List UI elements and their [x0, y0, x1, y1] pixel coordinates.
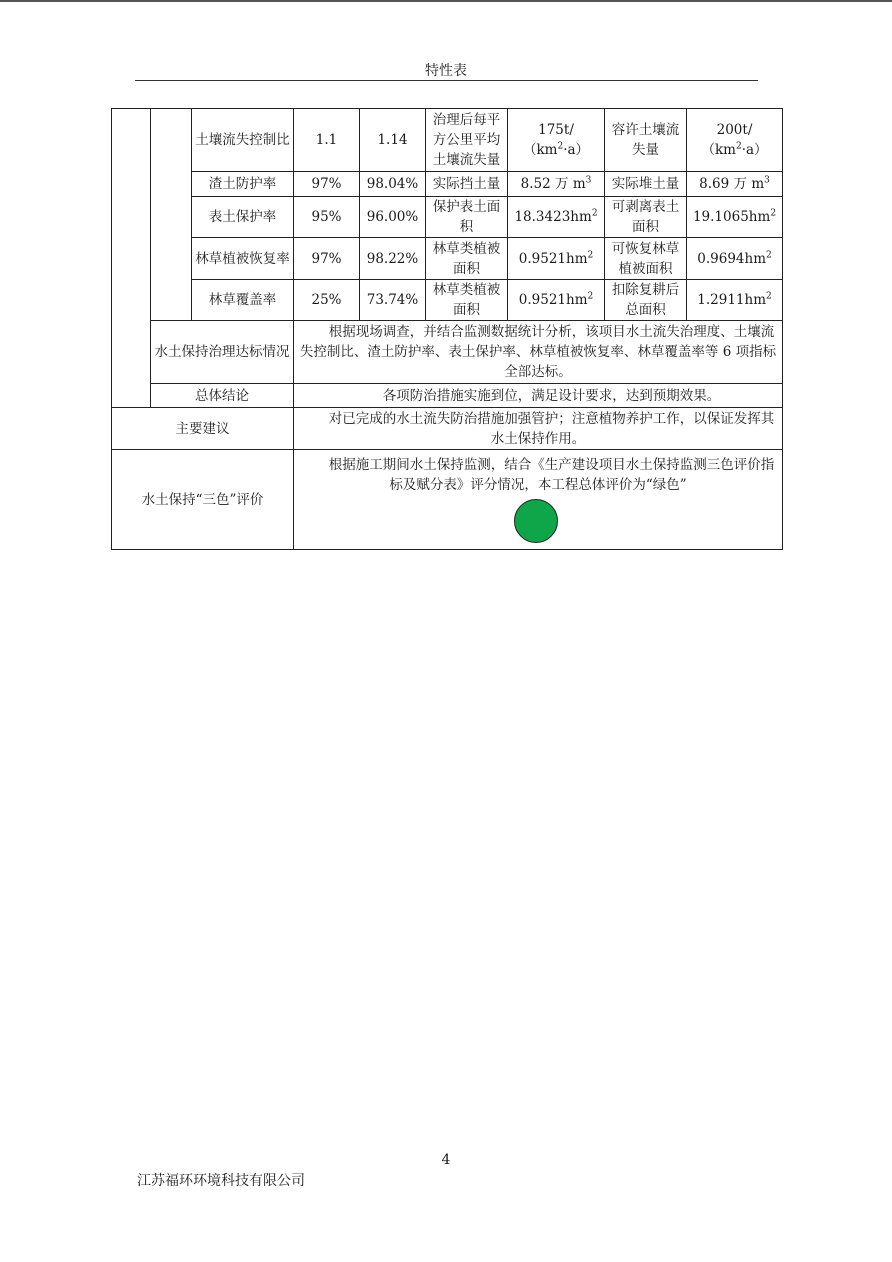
basis2-value: 8.69 万 $m^3$	[687, 172, 783, 197]
suggestion-label: 主要建议	[112, 408, 294, 450]
indicator-name: 土壤流失控制比	[192, 109, 294, 172]
table-row	[112, 384, 783, 408]
basis2-label: 实际堆土量	[605, 172, 687, 197]
conclusion-text: 各项防治措施实施到位，满足设计要求，达到预期效果。	[294, 384, 783, 408]
indicator-target: 95%	[294, 197, 360, 238]
basis2-value: $1.2911hm^2$	[687, 280, 783, 321]
table-row	[112, 321, 783, 384]
table-row	[112, 450, 783, 550]
basis2-value: $200t/(km^2\cdot a)$	[687, 109, 783, 172]
table-row	[112, 109, 783, 172]
basis2-value: $19.1065hm^2$	[687, 197, 783, 238]
table-row	[112, 172, 783, 197]
green-rating-lamp	[514, 499, 558, 543]
indicator-target: 97%	[294, 238, 360, 280]
basis2-value: $0.9694hm^2$	[687, 238, 783, 280]
basis2-label: 可恢复林草植被面积	[605, 238, 687, 280]
basis1-label: 治理后每平方公里平均土壤流失量	[426, 109, 508, 172]
basis1-value: $0.9521hm^2$	[508, 280, 605, 321]
indicator-actual: 96.00%	[360, 197, 426, 238]
basis2-label: 容许土壤流失量	[605, 109, 687, 172]
indicator-target: 25%	[294, 280, 360, 321]
indicator-actual: 1.14	[360, 109, 426, 172]
header-rule	[135, 80, 758, 81]
attainment-text: 根据现场调查，并结合监测数据统计分析，该项目水土流失治理度、土壤流失控制比、渣土防护率、表土保护率、林草植被恢复率、林草覆盖率等 6 项指标全部达标。	[294, 321, 783, 384]
suggestion-text: 对已完成的水土流失防治措施加强管护；注意植物养护工作，以保证发挥其水土保持作用。	[294, 408, 783, 450]
indicator-target: 1.1	[294, 109, 360, 172]
conclusion-label: 总体结论	[151, 384, 294, 408]
evaluation-cell	[294, 450, 783, 550]
page-number: 4	[441, 1152, 451, 1168]
table-row	[112, 238, 783, 280]
indicator-name: 表土保护率	[192, 197, 294, 238]
top-border-line	[0, 0, 892, 2]
indicator-target: 97%	[294, 172, 360, 197]
indicator-name: 渣土防护率	[192, 172, 294, 197]
indicator-name: 林草覆盖率	[192, 280, 294, 321]
basis1-label: 林草类植被面积	[426, 280, 508, 321]
basis1-value: $0.9521hm^2$	[508, 238, 605, 280]
indicator-name: 林草植被恢复率	[192, 238, 294, 280]
evaluation-label: 水土保持“三色”评价	[112, 450, 294, 550]
attainment-label: 水土保持治理达标情况	[151, 321, 294, 384]
basis1-label: 保护表土面积	[426, 197, 508, 238]
company-name: 江苏福环环境科技有限公司	[137, 1173, 305, 1189]
evaluation-text: 根据施工期间水土保持监测，结合《生产建设项目水土保持监测三色评价指标及赋分表》评分情况，本工程总体评价为“绿色”	[328, 456, 775, 493]
basis1-value: $175t/(km^2\cdot a)$	[508, 109, 605, 172]
indicator-actual: 98.22%	[360, 238, 426, 280]
basis1-label: 林草类植被面积	[426, 238, 508, 280]
basis1-value: $18.3423hm^2$	[508, 197, 605, 238]
indicator-actual: 98.04%	[360, 172, 426, 197]
basis1-label: 实际挡土量	[426, 172, 508, 197]
basis2-label: 扣除复耕后总面积	[605, 280, 687, 321]
table-row	[112, 280, 783, 321]
table-row	[112, 197, 783, 238]
sub-category-cell	[151, 109, 192, 321]
outer-category-cell	[112, 109, 151, 408]
basis2-label: 可剥离表土面积	[605, 197, 687, 238]
characteristics-table	[111, 108, 783, 550]
table-row	[112, 408, 783, 450]
basis1-value: 8.52 万 $m^3$	[508, 172, 605, 197]
indicator-actual: 73.74%	[360, 280, 426, 321]
page-header-title: 特性表	[425, 63, 467, 79]
